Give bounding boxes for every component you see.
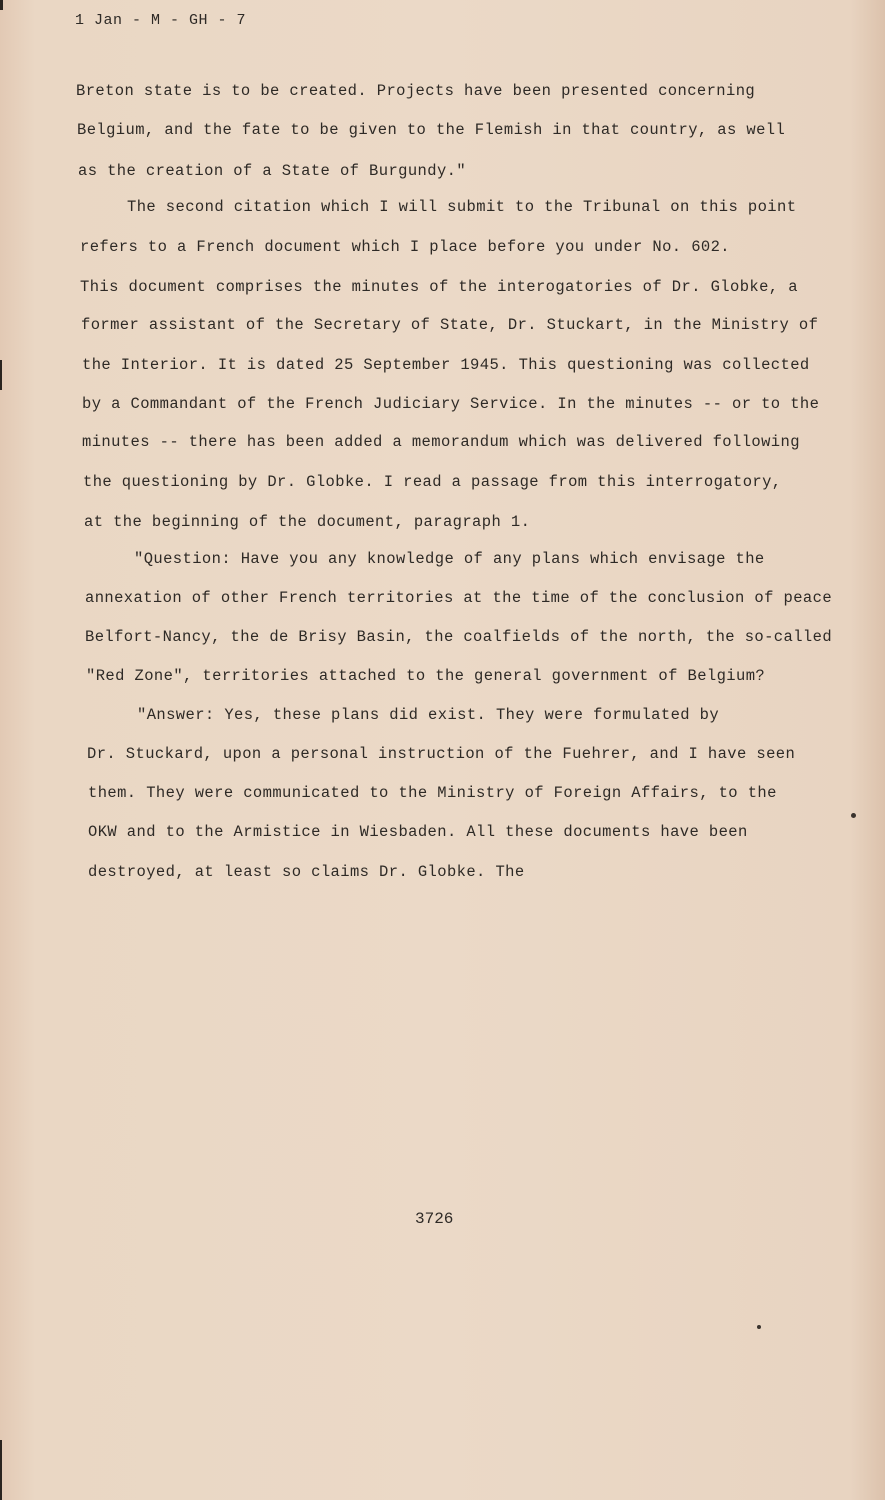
text-line: the questioning by Dr. Globke. I read a passage from this interrogatory,	[83, 473, 782, 491]
text-line: "Question: Have you any knowledge of any plans which envisage the	[134, 550, 765, 568]
text-line: "Red Zone", territories attached to the general government of Belgium?	[86, 667, 766, 685]
text-line: annexation of other French territories at the time of the conclusion of peace	[85, 589, 833, 607]
text-line: OKW and to the Armistice in Wiesbaden. All these documents have been	[88, 823, 748, 841]
text-line: them. They were communicated to the Ministry of Foreign Affairs, to the	[88, 784, 777, 802]
text-line: destroyed, at least so claims Dr. Globke. The	[88, 863, 525, 881]
text-line: minutes -- there has been added a memorandum which was delivered following	[82, 433, 800, 451]
page-header: 1 Jan - M - GH - 7	[75, 12, 247, 29]
ink-spot	[851, 813, 856, 818]
text-line: as the creation of a State of Burgundy."	[78, 162, 467, 180]
text-line: the Interior. It is dated 25 September 1945. This questioning was collected	[82, 356, 810, 374]
edge-mark	[0, 1440, 2, 1500]
edge-mark	[0, 0, 3, 10]
text-line: Breton state is to be created. Projects have been presented concerning	[76, 82, 756, 100]
text-line: Dr. Stuckard, upon a personal instruction of the Fuehrer, and I have seen	[87, 745, 796, 763]
text-line: Belgium, and the fate to be given to the Flemish in that country, as well	[77, 121, 786, 139]
text-line: refers to a French document which I place before you under No. 602.	[80, 238, 731, 256]
text-line: This document comprises the minutes of the interogatories of Dr. Globke, a	[80, 278, 798, 296]
page-number: 3726	[415, 1210, 454, 1228]
text-line: The second citation which I will submit to the Tribunal on this point	[127, 198, 797, 216]
text-line: Belfort-Nancy, the de Brisy Basin, the coalfields of the north, the so-called	[85, 628, 833, 646]
edge-mark	[0, 360, 2, 390]
ink-spot	[757, 1325, 761, 1329]
text-line: "Answer: Yes, these plans did exist. They were formulated by	[137, 706, 720, 724]
text-line: former assistant of the Secretary of State, Dr. Stuckart, in the Ministry of	[81, 316, 819, 334]
text-line: at the beginning of the document, paragraph 1.	[84, 513, 531, 531]
text-line: by a Commandant of the French Judiciary Service. In the minutes -- or to the	[82, 395, 820, 413]
